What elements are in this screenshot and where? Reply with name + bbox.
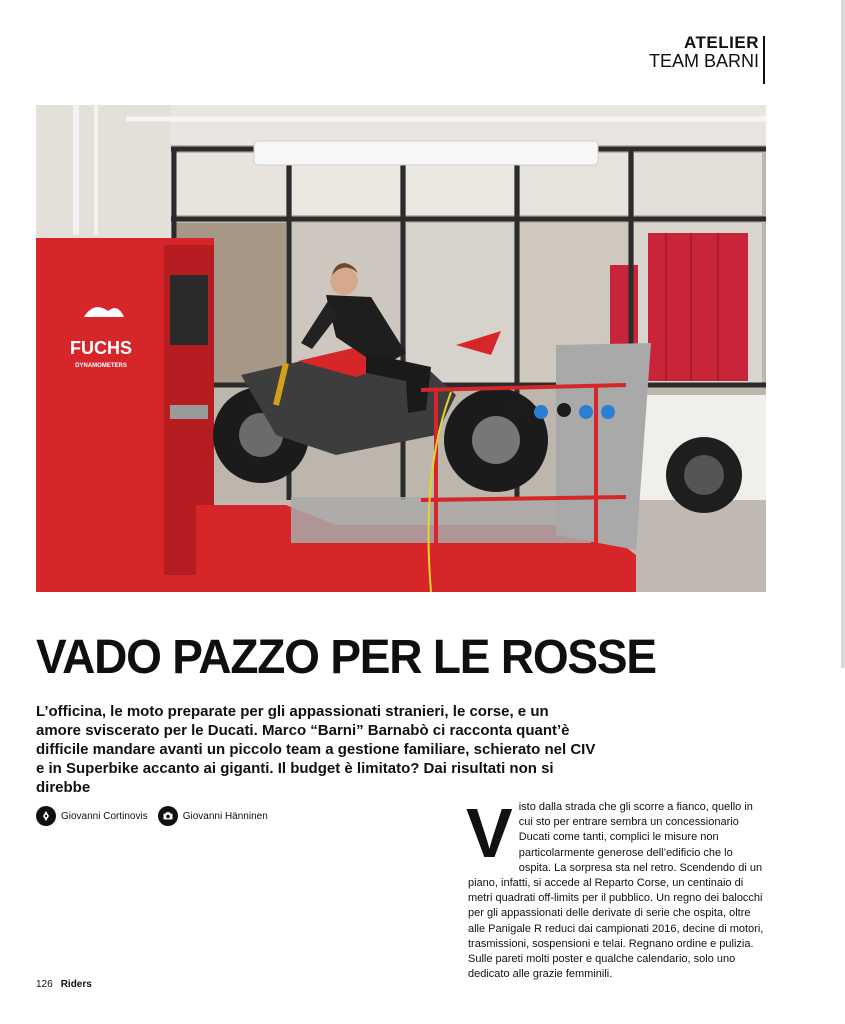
camera-icon (158, 806, 178, 826)
section-tag (649, 34, 759, 71)
section-label: ATELIER (684, 33, 759, 52)
photographer-name: Giovanni Hänninen (182, 810, 268, 822)
page-number: 126 (36, 979, 53, 990)
pen-icon (36, 806, 56, 826)
article-text: isto dalla strada che gli scorre a fianco, quello in cui sto per entrare sembra un concessionario Ducati come tanti, complici le misure non particolarmente generose dell’edificio che lo ospita. La sorpresa sta nel retro. Scendendo di un piano, infatti, si accede al Reparto Corse, un centinaio di metri quadrati off-limits per il pubblico. Un regno dei balocchi per gli appassionati delle derivate di serie che ospita, oltre alle Panigale R reduci dai campionati 2016, decine di motori, trasmissioni, sospensioni e telai. Regnano ordine e pulizia. Sulle pareti molti poster e qualche calendario, solo uno dedicato alle grazie femminili. (468, 801, 764, 981)
section-sublabel: TEAM BARNI (648, 50, 759, 71)
dropcap: V (466, 794, 513, 872)
section-divider (763, 36, 765, 84)
fuchs-sign-subtext: DYNAMOMETERS (75, 363, 127, 369)
page-footer (36, 979, 92, 990)
credits (36, 806, 268, 826)
credit-photographer (158, 806, 268, 826)
article-body (466, 794, 768, 982)
headline: VADO PAZZO PER LE ROSSE (36, 629, 656, 684)
workshop-photo (36, 105, 766, 592)
page-edge-strip (841, 0, 845, 668)
credit-author (36, 806, 148, 826)
standfirst: L’officina, le moto preparate per gli appassionati stranieri, le corse, e un amore sviscerato per le Ducati. Marco “Barni” Barnabò ci racconta quant’è difficile mandare avanti un piccolo team a gestione familiare, schierato nel CIV e in Superbike accanto ai giganti. Il budget è limitato? Dai risultati non si direbbe (36, 703, 596, 796)
magazine-name: Riders (60, 979, 92, 990)
fuchs-sign-text: FUCHS (70, 338, 132, 358)
author-name: Giovanni Cortinovis (61, 810, 148, 822)
